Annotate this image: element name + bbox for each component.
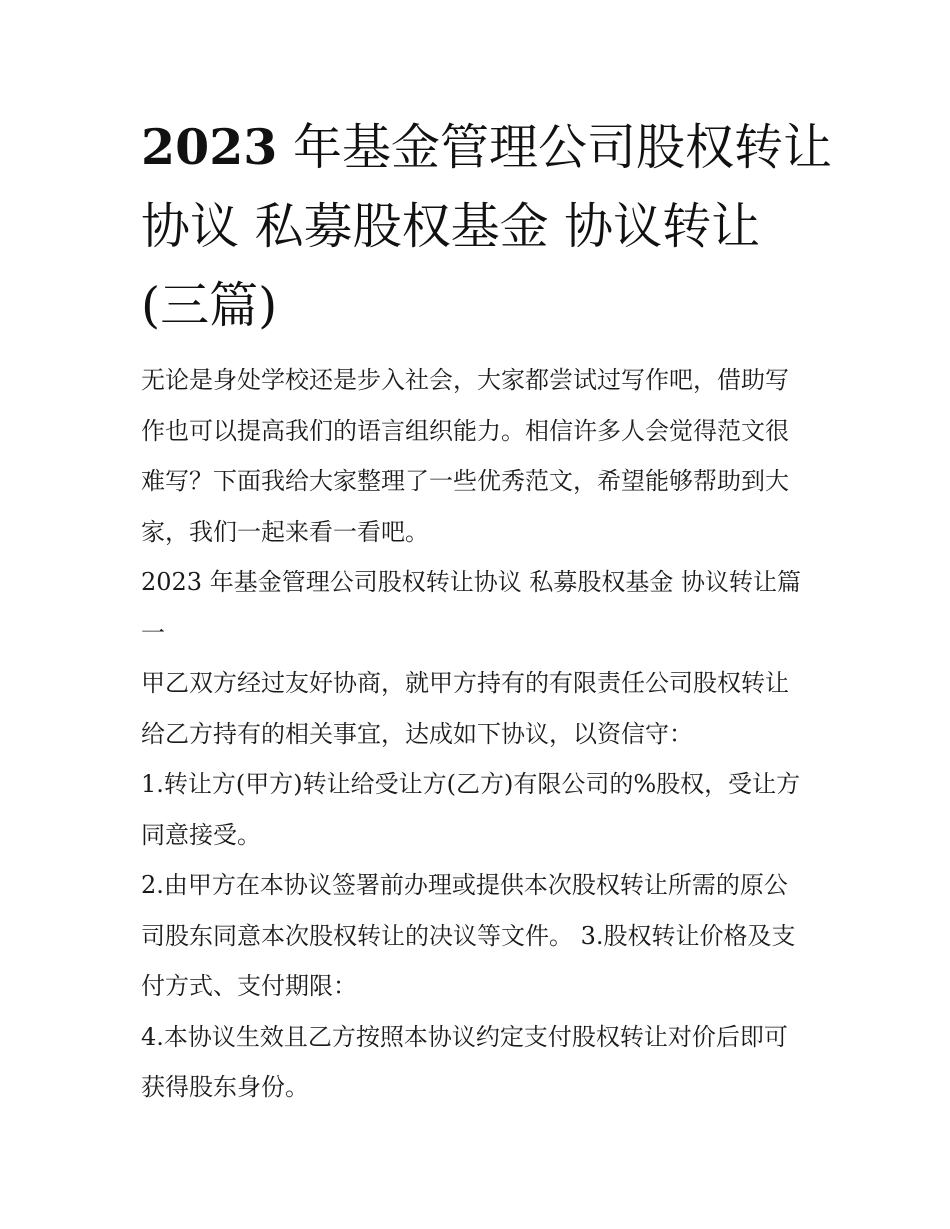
agreement-preamble <box>141 658 821 759</box>
document-title <box>141 108 832 345</box>
text-line: 1.转让方(甲方)转让给受让方(乙方)有限公司的%股权，受让方 <box>141 770 801 798</box>
text-line: 无论是身处学校还是步入社会，大家都尝试过写作吧，借助写 <box>141 366 789 394</box>
text-line: 获得股东身份。 <box>141 1073 309 1101</box>
title-text: 协议 私募股权基金 协议转让 <box>141 198 761 255</box>
document-content <box>141 108 832 1113</box>
title-text: 年基金管理公司股权转让 <box>277 119 832 176</box>
clause-1 <box>141 759 821 860</box>
text-line: 2023 年基金管理公司股权转让协议 私募股权基金 协议转让篇 <box>141 568 801 596</box>
clause-4 <box>141 1012 821 1113</box>
title-line <box>141 266 821 345</box>
text-line: 付方式、支付期限： <box>141 972 357 1000</box>
text-line: 司股东同意本次股权转让的决议等文件。 3.股权转让价格及支 <box>141 921 796 950</box>
text-line: 一 <box>141 618 165 647</box>
text-line: 家，我们一起来看一看吧。 <box>141 517 429 546</box>
text-line: 同意接受。 <box>141 820 261 849</box>
document-body <box>141 355 821 1113</box>
text-line: 给乙方持有的相关事宜，达成如下协议，以资信守： <box>141 719 693 748</box>
title-text: (三篇) <box>141 277 278 334</box>
text-line: 作也可以提高我们的语言组织能力。相信许多人会觉得范文很 <box>141 416 789 445</box>
text-line: 2.由甲方在本协议签署前办理或提供本次股权转让所需的原公 <box>141 871 788 899</box>
text-line: 甲乙双方经过友好协商，就甲方持有的有限责任公司股权转让 <box>141 669 789 697</box>
text-line: 4.本协议生效且乙方按照本协议约定支付股权转让对价后即可 <box>141 1022 788 1051</box>
title-line <box>141 108 832 187</box>
text-line: 难写？下面我给大家整理了一些优秀范文，希望能够帮助到大 <box>141 467 789 495</box>
clause-2-3 <box>141 860 821 1012</box>
title-year: 2023 <box>141 118 278 176</box>
section-heading <box>141 557 821 658</box>
title-line <box>141 187 821 266</box>
intro-paragraph <box>141 355 821 557</box>
